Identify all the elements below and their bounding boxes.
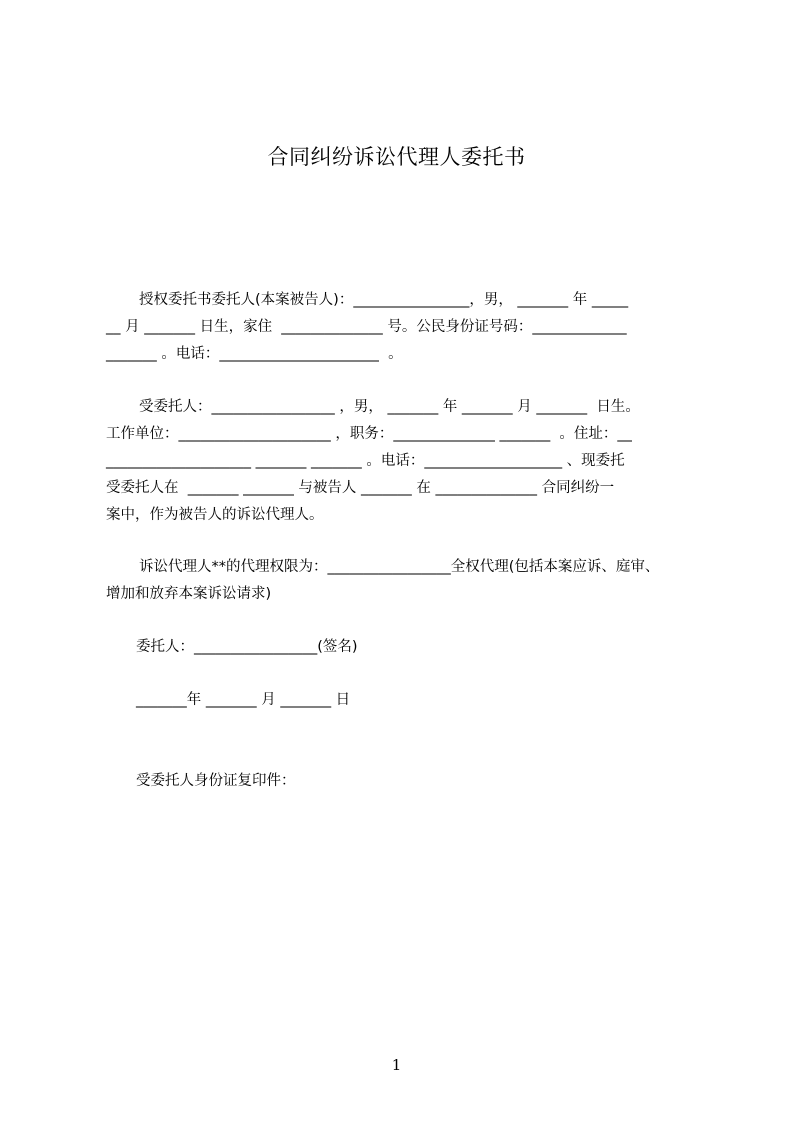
text-line: 授权委托书委托人(本案被告人)：________________，男， _______ 年 _____ [139,292,629,308]
date-line: _______年 _______ 月 _______ 日 [136,692,351,708]
text-line: __ 月 _______ 日生，家住 ______________ 号。公民身份证号码：_____________ [106,319,627,335]
signature-line: 委托人：_________________(签名) [136,639,358,655]
page-title: 合同纠纷诉讼代理人委托书 [267,145,526,169]
text-line: 增加和放弃本案诉讼请求) [106,586,272,602]
page-number: 1 [391,1056,402,1074]
text-line: _______ 。电话：______________________ 。 [106,346,403,362]
text-line: 工作单位：_____________________ ，职务：______________ _______ 。住址：__ [106,426,632,442]
id-copy-label: 受委托人身份证复印件： [136,773,296,789]
text-line: 受委托人在 _______ _______ 与被告人 _______ 在 ______________ 合同纠纷一 [106,480,615,496]
text-line: 案中，作为被告人的诉讼代理人。 [106,507,324,523]
text-line: 受委托人：_________________ ，男， _______ 年 _______ 月 _______ 日生。 [139,399,640,415]
text-line: 诉讼代理人**的代理权限为：_________________全权代理(包括本案应诉、庭审、 [139,559,660,575]
text-line: ____________________ _______ _______ 。电话：___________________ 、现委托 [106,453,625,469]
